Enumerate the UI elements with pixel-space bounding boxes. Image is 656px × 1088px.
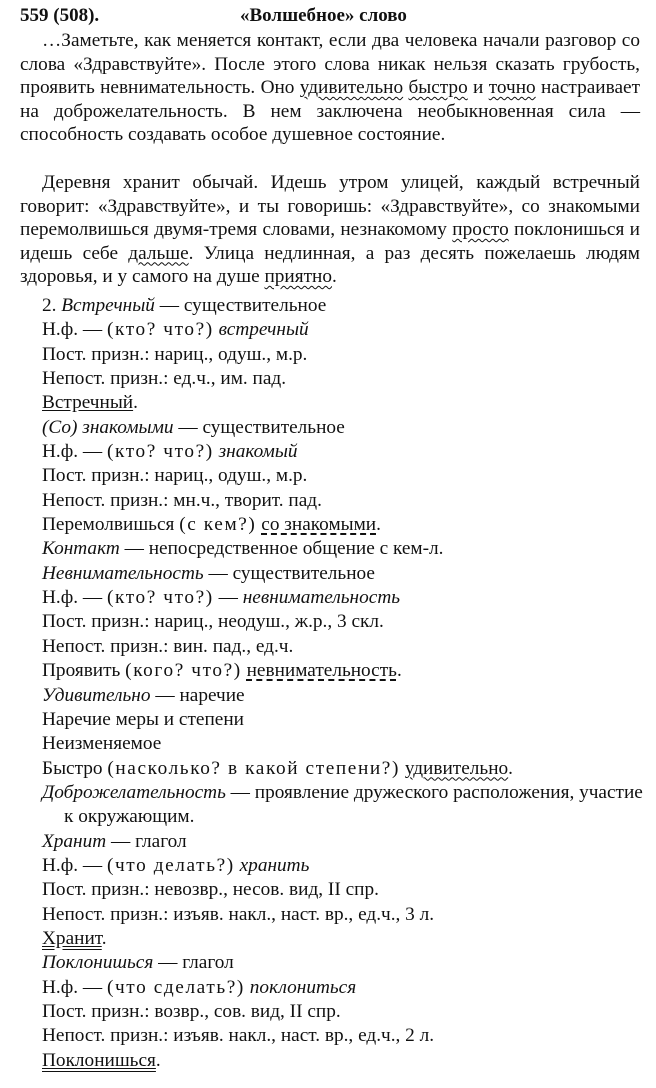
- analysis-line: [42, 562, 652, 586]
- text: …Заметьте, как меняется контакт, если два человека начали разговор со слова «Здравствуйте». После этого слова никак нельзя сказать грубость, проявить невнимательность. Оно: [20, 30, 640, 98]
- analysis-line: [42, 951, 652, 975]
- text: — глагол: [106, 830, 187, 852]
- underlined-word: удивительно: [299, 77, 404, 98]
- text: .: [508, 757, 513, 779]
- analysis-line: [42, 1049, 652, 1073]
- text: Перемолвишься: [42, 514, 180, 536]
- underlined-word: быстро: [408, 77, 468, 98]
- object-word: невнимательность: [246, 660, 397, 682]
- object-word: со знакомыми: [261, 514, 377, 536]
- underlined-word: просто: [452, 219, 509, 240]
- analysis-line: Пост. призн.: возвр., сов. вид, II спр.: [42, 1000, 341, 1022]
- adverbial-word: удивительно: [404, 757, 509, 779]
- predicate-word: Поклонишься: [42, 1049, 156, 1071]
- analysis-line: Непост. призн.: изъяв. накл., наст. вр., ед.ч., 2 л.: [42, 1025, 435, 1047]
- text: 2.: [42, 295, 62, 316]
- question: (кто? что?): [106, 441, 214, 463]
- analysis-line: [42, 318, 652, 342]
- analysis-line: [42, 927, 652, 951]
- analysis-line: [42, 757, 652, 781]
- text: поклонишься и идешь себе: [20, 219, 640, 264]
- question: (с кем?): [179, 514, 257, 536]
- analysis-line: Неизменяемое: [42, 733, 162, 755]
- analysis-line: Пост. призн.: невозвр., несов. вид, II спр.: [42, 879, 379, 901]
- text: .: [101, 927, 107, 949]
- question: (кто? что?): [106, 319, 214, 341]
- term: поклониться: [249, 976, 357, 998]
- analysis-line: Пост. призн.: нариц., одуш., м.р.: [42, 465, 308, 487]
- exercise-header: [20, 3, 640, 29]
- text: — глагол: [153, 952, 234, 974]
- analysis-line: [42, 513, 652, 537]
- question: (что делать?): [106, 854, 235, 876]
- term: знакомый: [218, 441, 298, 463]
- analysis-line: [42, 537, 652, 561]
- subject-word: Встречный: [42, 392, 134, 414]
- text: .: [332, 266, 337, 287]
- text: Н.ф. —: [42, 976, 107, 998]
- analysis-line: [42, 586, 652, 610]
- term: Хранит: [42, 830, 107, 852]
- analysis-line: [42, 854, 652, 878]
- text: Н.ф. —: [42, 319, 107, 341]
- text: — проявление дружеского расположения, участие к окружающим.: [64, 781, 643, 828]
- term: Встречный: [61, 295, 155, 316]
- text: .: [133, 392, 138, 414]
- text: Быстро: [42, 757, 108, 779]
- analysis-line: Наречие меры и степени: [42, 708, 244, 730]
- text: Н.ф. —: [42, 587, 107, 609]
- text: и: [467, 77, 489, 98]
- underlined-word: точно: [488, 77, 536, 98]
- analysis-line: [42, 294, 652, 318]
- term: хранить: [239, 854, 310, 876]
- analysis-line: [42, 781, 652, 830]
- text: .: [155, 1049, 161, 1071]
- text: Деревня хранит обычай. Идешь утром улицей, каждый встречный говорит: «Здравствуйте», и ты говоришь: «Здравствуйте», со знакомыми перемолвишься двумя-тремя словами, незнакомому: [20, 172, 640, 240]
- analysis-line: Непост. призн.: ед.ч., им. пад.: [42, 368, 287, 390]
- exercise-title: «Волшебное» слово: [240, 5, 407, 26]
- underlined-word: приятно: [264, 266, 333, 287]
- text: Проявить: [42, 660, 126, 682]
- analysis-line: Непост. призн.: мн.ч., творит. пад.: [42, 489, 322, 511]
- analysis-line: [42, 830, 652, 854]
- term: Поклонишься: [42, 952, 154, 974]
- analysis-line: Непост. призн.: изъяв. накл., наст. вр., ед.ч., 3 л.: [42, 903, 435, 925]
- exercise-number: 559 (508).: [20, 5, 100, 26]
- question: (что сделать?): [106, 976, 245, 998]
- analysis-line: [42, 416, 652, 440]
- underlined-word: дальше: [128, 242, 189, 264]
- analysis-line: Пост. призн.: нариц., одуш., м.р.: [42, 343, 308, 365]
- text: .: [396, 660, 402, 682]
- predicate-word: Хранит: [42, 927, 102, 949]
- text: настраивает на доброжелательность. В нем заключена необыкновенная сила — способность создавать особое душевное состояние.: [20, 77, 640, 145]
- text: — непосредственное общение с кем-л.: [119, 538, 444, 560]
- term: Невнимательность: [42, 562, 204, 584]
- text: .: [376, 514, 381, 536]
- text: — существительное: [173, 416, 345, 438]
- question: (насколько? в какой степени?): [107, 757, 400, 779]
- term: невнимательность: [242, 587, 401, 609]
- text: —: [213, 587, 243, 609]
- question: (кого? что?): [125, 660, 242, 682]
- text: . Улица недлинная, а раз десять пожелаешь людям здоровья, и у самого на душе: [20, 242, 640, 287]
- analysis-line: [42, 440, 652, 464]
- analysis-line: Пост. призн.: нариц., неодуш., ж.р., 3 скл.: [42, 611, 384, 633]
- question: (кто? что?): [106, 587, 214, 609]
- text: — существительное: [154, 295, 327, 316]
- text: Н.ф. —: [42, 854, 107, 876]
- analysis-line: [42, 659, 652, 683]
- word-analysis: [42, 294, 652, 1073]
- analysis-line: [42, 391, 652, 415]
- paragraph-2: [20, 171, 640, 289]
- term: Удивительно: [42, 684, 151, 706]
- term: Доброжелательность: [42, 781, 226, 803]
- text: — наречие: [150, 684, 245, 706]
- analysis-line: Непост. призн.: вин. пад., ед.ч.: [42, 635, 294, 657]
- analysis-line: [42, 976, 652, 1000]
- text: — существительное: [203, 562, 375, 584]
- term: Контакт: [42, 538, 120, 560]
- term: (Со) знакомыми: [42, 416, 174, 438]
- term: встречный: [218, 319, 309, 341]
- paragraph-1: [20, 29, 640, 147]
- text: Н.ф. —: [42, 441, 107, 463]
- analysis-line: [42, 684, 652, 708]
